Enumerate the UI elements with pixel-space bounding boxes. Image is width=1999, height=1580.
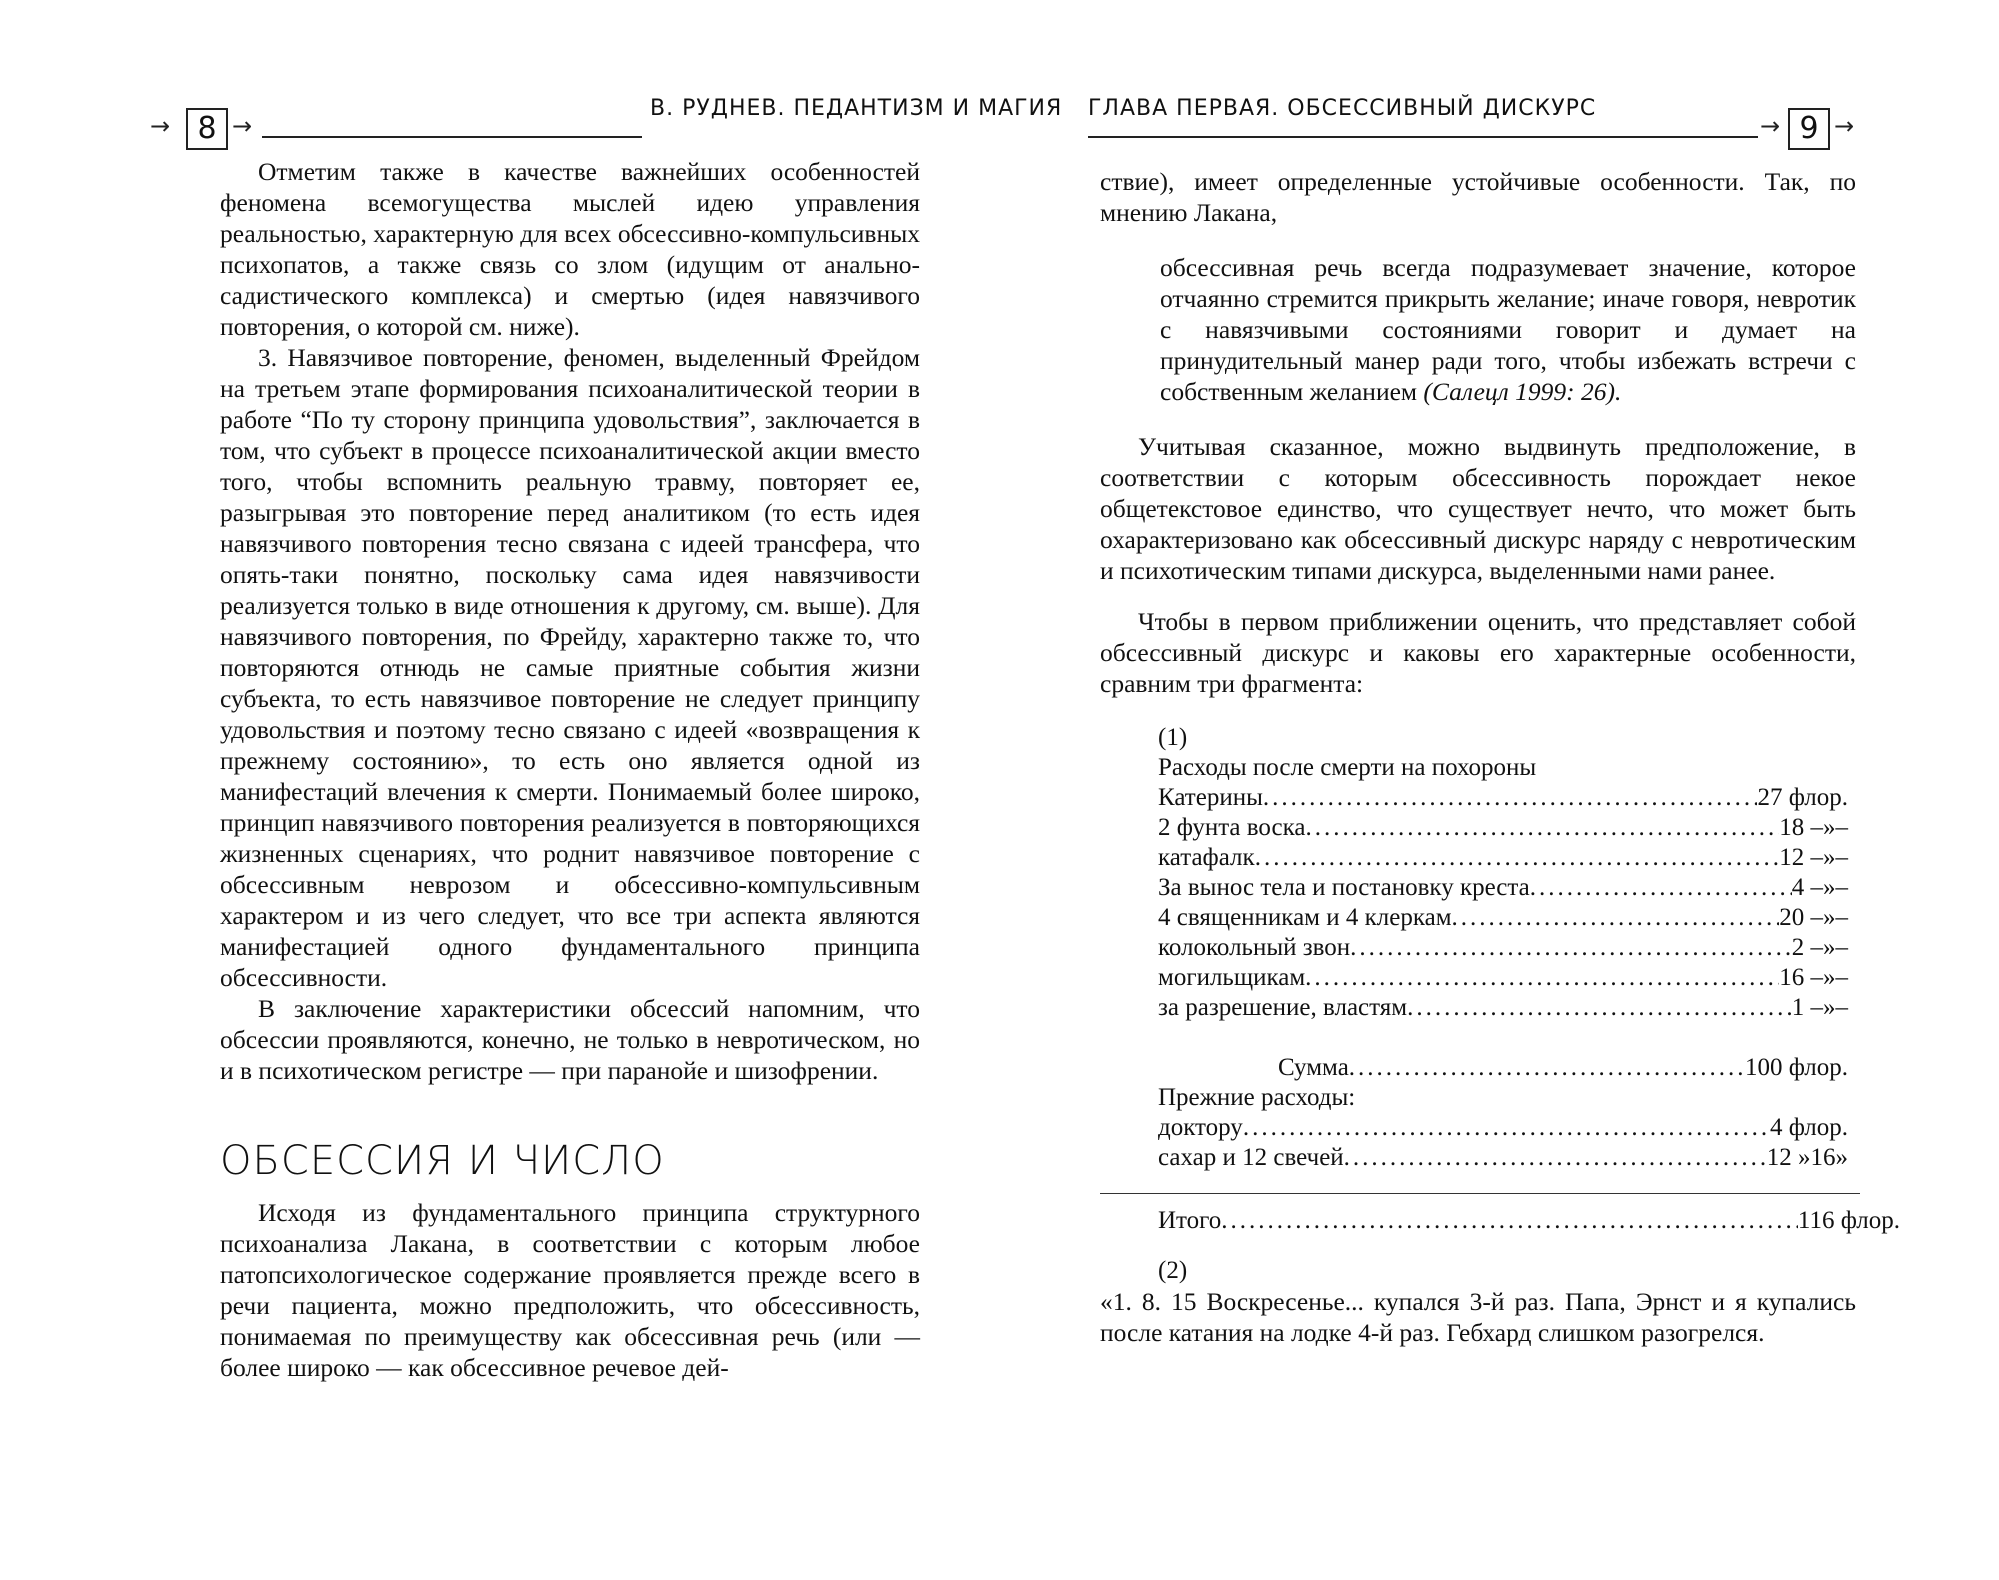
expense-row <box>1158 783 1848 813</box>
expense-row <box>1158 993 1848 1023</box>
left-running-head: В. РУДНЕВ. ПЕДАНТИЗМ И МАГИЯ <box>650 96 1063 121</box>
paragraph: 3. Навязчивое повторение, феномен, выделенный Фрейдом на третьем этапе формирования психоаналитической теории в работе “По ту сторону принципа удовольствия”, заключается в том, что субъект в процессе психоаналитической акции вместо того, чтобы вспомнить реальную травму, повторяет ее, разыгрывая это повторение перед аналитиком (то есть идея навязчивого повторения тесно связана с идеей трансфера, что опять-таки понятно, поскольку сама идея навязчивости реализуется только в виде отношения к другому, см. выше). Для навязчивого повторения, по Фрейду, характерно также то, что повторяются отнюдь не самые приятные события жизни субъекта, то есть навязчивое повторение не следует принципу удовольствия и поэтому тесно связано с идеей «возвращения к прежнему состоянию», то есть оно является одной из манифестаций влечения к смерти. Понимаемый более широко, принцип навязчивого повторения реализуется в повторяющихся жизненных сценариях, что роднит навязчивое повторение с обсессивным неврозом и обсессивно-компульсивным характером и из чего следует, что все три аспекта являются манифестацией одного фундаментального принципа обсессивности. <box>220 343 920 992</box>
previous-heading: Прежние расходы: <box>1158 1084 1356 1111</box>
right-running-head: ГЛАВА ПЕРВАЯ. ОБСЕССИВНЫЙ ДИСКУРС <box>1088 96 1597 121</box>
right-body-text <box>1100 166 1900 1348</box>
left-running-header <box>150 96 1063 156</box>
header-rule <box>262 136 642 138</box>
expense-row <box>1158 1113 1848 1143</box>
expense-list <box>1158 723 1900 1286</box>
expense-value: 2 –»– <box>1791 934 1848 961</box>
expense-row <box>1158 963 1848 993</box>
quote-citation: (Салецл 1999: 26). <box>1423 377 1622 406</box>
expense-value: 4 –»– <box>1791 874 1848 901</box>
arrow-icon: → <box>232 112 253 140</box>
header-rule <box>1088 136 1758 138</box>
right-running-header <box>1088 96 1888 156</box>
expense-label: доктору <box>1158 1114 1243 1141</box>
left-body-text <box>220 156 920 1383</box>
total-row: Итого ..... 116 флор. <box>1158 1206 1900 1236</box>
expense-value: 27 флор. <box>1757 784 1848 811</box>
right-page-number: 9 <box>1788 108 1830 150</box>
expense-heading: Расходы после смерти на похороны <box>1158 754 1537 781</box>
expense-value: 1 –»– <box>1791 994 1848 1021</box>
paragraph: ствие), имеет определенные устойчивые особенности. Так, по мнению Лакана, <box>1100 167 1856 227</box>
arrow-icon: → <box>150 112 171 140</box>
arrow-icon: → <box>1760 112 1781 140</box>
sum-row: Сумма ..... 100 флор. <box>1158 1053 1848 1083</box>
expense-value: 12 –»– <box>1779 844 1848 871</box>
expense-label: могильщикам <box>1158 964 1306 991</box>
expense-value: 20 –»– <box>1779 904 1848 931</box>
total-rule <box>1100 1193 1860 1194</box>
block-quote <box>1160 252 1856 407</box>
expense-label: За вынос тела и постановку креста <box>1158 874 1530 901</box>
fragment-label: (2) <box>1158 1257 1188 1284</box>
paragraph: Исходя из фундаментального принципа структурного психоанализа Лакана, в соответствии с которым любое патопсихологическое содержание проявляется прежде всего в речи пациента, можно предположить, что обсессивность, понимаемая по преимуществу как обсессивная речь (или — более широко — как обсессивное речевое дей- <box>220 1198 920 1382</box>
fragment-label: (1) <box>1158 724 1188 751</box>
expense-label: за разрешение, властям <box>1158 994 1408 1021</box>
expense-value: 12 »16» <box>1766 1144 1848 1171</box>
arrow-icon: → <box>1834 112 1855 140</box>
quote-text: обсессивная речь всегда подразумевает значение, которое отчаянно стремится прикрыть желание; иначе говоря, невротик с навязчивыми состояниями говорит и думает на принудительный манер ради того, чтобы избежать встречи с собственным желанием <box>1160 253 1856 406</box>
expense-row <box>1158 933 1848 963</box>
paragraph: В заключение характеристики обсессий напомним, что обсессии проявляются, конечно, не только в невротическом, но и в психотическом регистре — при паранойе и шизофрении. <box>220 994 920 1085</box>
expense-value: 16 –»– <box>1779 964 1848 991</box>
expense-row <box>1158 873 1848 903</box>
paragraph: «1. 8. 15 Воскресенье... купался 3-й раз. Папа, Эрнст и я купались после катания на лодке 4-й раз. Гебхард слишком разогрелся. <box>1100 1287 1856 1347</box>
section-title: ОБСЕССИЯ И ЧИСЛО <box>220 1138 665 1184</box>
expense-value: 18 –»– <box>1779 814 1848 841</box>
expense-label: 2 фунта воска <box>1158 814 1306 841</box>
paragraph: Учитывая сказанное, можно выдвинуть предположение, в соответствии с которым обсессивность порождает некое общетекстовое единство, что существует нечто, что может быть охарактеризовано как обсессивный дискурс наряду с невротическим и психотическим типами дискурса, выделенными нами ранее. <box>1100 432 1856 585</box>
expense-label: 4 священникам и 4 клеркам <box>1158 904 1452 931</box>
paragraph: Чтобы в первом приближении оценить, что представляет собой обсессивный дискурс и каковы его характерные особенности, сравним три фрагмента: <box>1100 607 1856 698</box>
expense-row <box>1158 1143 1848 1173</box>
expense-label: сахар и 12 свечей <box>1158 1144 1344 1171</box>
expense-row <box>1158 813 1848 843</box>
expense-label: Катерины <box>1158 784 1263 811</box>
expense-label: катафалк <box>1158 844 1255 871</box>
expense-label: колокольный звон <box>1158 934 1351 961</box>
expense-row <box>1158 843 1848 873</box>
right-page <box>1000 0 1999 1580</box>
expense-row <box>1158 903 1848 933</box>
left-page-number: 8 <box>186 108 228 150</box>
expense-value: 4 флор. <box>1769 1114 1848 1141</box>
paragraph: Отметим также в качестве важнейших особенностей феномена всемогущества мыслей идею управления реальностью, характерную для всех обсессивно-компульсивных психопатов, а также связь со злом (идущим от анально-садистического комплекса) и смертью (идея навязчивого повторения, о которой см. ниже). <box>220 157 920 341</box>
